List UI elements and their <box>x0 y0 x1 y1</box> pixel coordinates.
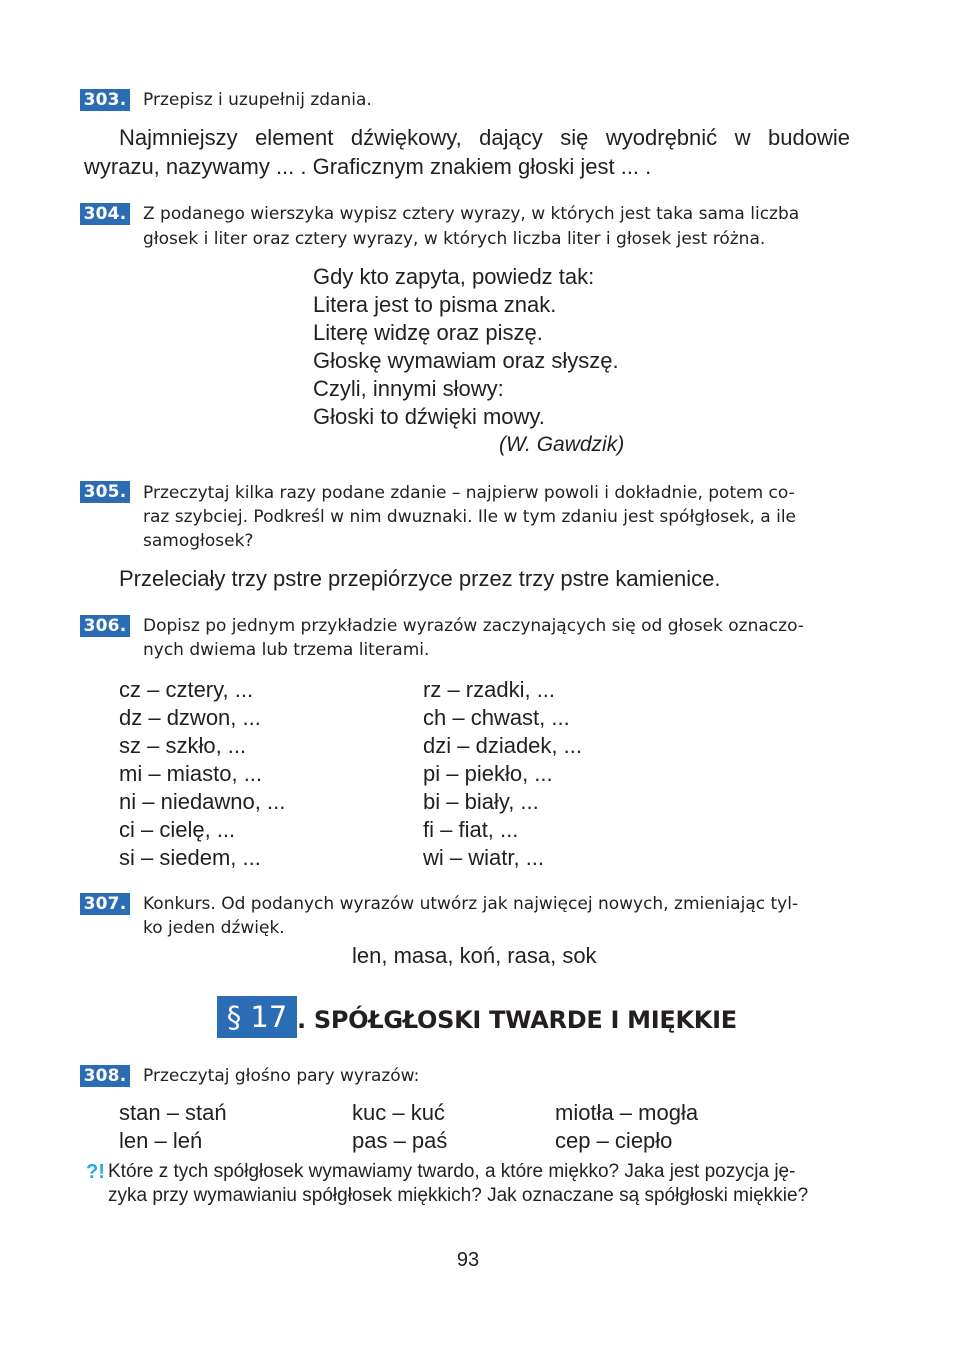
list-item: sz – szkło, ... <box>119 733 247 758</box>
list-item: dz – dzwon, ... <box>119 705 261 730</box>
list-item: rz – rzadki, ... <box>423 677 556 702</box>
word-list: len, masa, koń, rasa, sok <box>352 943 597 968</box>
list-item: ci – cielę, ... <box>119 817 236 842</box>
list-item: si – siedem, ... <box>119 845 261 870</box>
poem-author: (W. Gawdzik) <box>499 433 625 456</box>
list-item: bi – biały, ... <box>423 789 539 814</box>
poem-line: Czyli, innymi słowy: <box>313 376 504 401</box>
list-item: wi – wiatr, ... <box>423 845 545 870</box>
exercise-instruction-line: Z podanego wierszyka wypisz cztery wyrazy, w których jest taka sama liczba <box>143 204 800 224</box>
exercise-text-line: Najmniejszy element dźwiękowy, dający się wyodrębnić w budowie <box>119 125 850 150</box>
exercise-instruction-line: samogłosek? <box>143 531 254 551</box>
question-text-line: zyka przy wymawianiu spółgłosek miękkich? Jak oznaczane są spółgłoski miękkie? <box>108 1185 809 1206</box>
list-item: pi – piekło, ... <box>423 761 553 786</box>
question-text-line: Które z tych spółgłosek wymawiamy twardo, a które miękko? Jaka jest pozycja ję- <box>108 1161 796 1182</box>
exercise-instruction-line: raz szybciej. Podkreśl w nim dwuznaki. Ile w tym zdaniu jest spółgłosek, a ile <box>143 507 797 527</box>
exercise-instruction: Przeczytaj głośno pary wyrazów: <box>143 1066 420 1086</box>
word-pair: cep – ciepło <box>555 1128 673 1153</box>
poem-line: Litera jest to pisma znak. <box>313 292 557 317</box>
exercise-instruction-line: ko jeden dźwięk. <box>143 918 285 938</box>
word-pair: pas – paś <box>352 1128 448 1153</box>
exercise-instruction-line: Dopisz po jednym przykładzie wyrazów zaczynających się od głosek oznaczo- <box>143 616 804 636</box>
exercise-number-badge: 305. <box>80 481 130 503</box>
exercise-number-badge: 304. <box>80 203 130 225</box>
list-item: dzi – dziadek, ... <box>423 733 582 758</box>
exercise-instruction: Przepisz i uzupełnij zdania. <box>143 90 372 110</box>
word-pair: stan – stań <box>119 1100 227 1125</box>
tongue-twister-sentence: Przeleciały trzy pstre przepiórzyce przez trzy pstre kamienice. <box>119 566 721 591</box>
exercise-number-badge: 308. <box>80 1065 130 1087</box>
poem-line: Literę widzę oraz piszę. <box>313 320 543 345</box>
list-item: mi – miasto, ... <box>119 761 263 786</box>
list-item: fi – fiat, ... <box>423 817 519 842</box>
list-item: cz – cztery, ... <box>119 677 254 702</box>
question-icon: ?! <box>86 1161 105 1183</box>
page-number: 93 <box>456 1249 480 1271</box>
word-pair: miotła – mogła <box>555 1100 699 1125</box>
list-item: ni – niedawno, ... <box>119 789 286 814</box>
exercise-instruction-line: Konkurs. Od podanych wyrazów utwórz jak najwięcej nowych, zmieniając tyl- <box>143 894 799 914</box>
exercise-instruction-line: głosek i liter oraz cztery wyrazy, w których liczba liter i głosek jest różna. <box>143 229 766 249</box>
exercise-text-line: wyrazu, nazywamy ... . Graficznym znakiem głoski jest ... . <box>84 154 652 179</box>
exercise-number-badge: 307. <box>80 893 130 915</box>
poem-line: Głoski to dźwięki mowy. <box>313 404 545 429</box>
word-pair: len – leń <box>119 1128 203 1153</box>
poem-line: Gdy kto zapyta, powiedz tak: <box>313 264 595 289</box>
section-number: § 17 <box>217 996 297 1038</box>
poem-line: Głoskę wymawiam oraz słyszę. <box>313 348 619 373</box>
word-pair: kuc – kuć <box>352 1100 445 1125</box>
exercise-number-badge: 306. <box>80 615 130 637</box>
list-item: ch – chwast, ... <box>423 705 570 730</box>
section-title: . SPÓŁGŁOSKI TWARDE I MIĘKKIE <box>297 1006 737 1034</box>
exercise-instruction-line: nych dwiema lub trzema literami. <box>143 640 430 660</box>
exercise-number-badge: 303. <box>80 89 130 111</box>
exercise-instruction-line: Przeczytaj kilka razy podane zdanie – najpierw powoli i dokładnie, potem co- <box>143 483 795 503</box>
